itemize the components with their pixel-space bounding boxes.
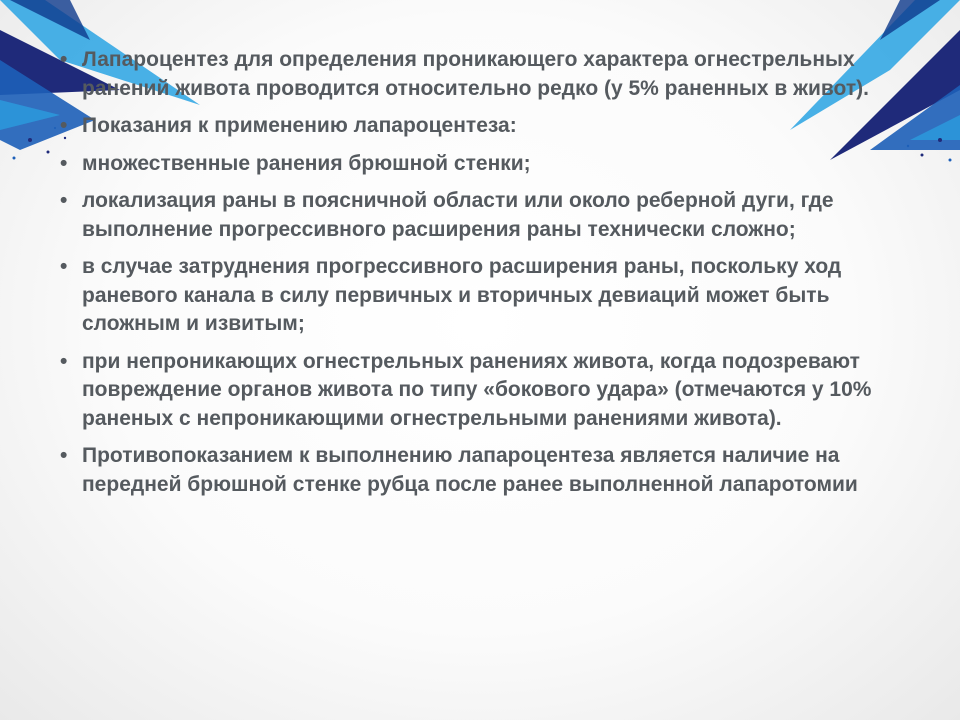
bullet-text: Противопоказанием к выполнению лапароцентеза является наличие на передней брюшной стенке рубца после ранее выполненной лапаротомии xyxy=(82,444,858,496)
bullet-item xyxy=(58,348,878,434)
bullet-text: Показания к применению лапароцентеза: xyxy=(82,114,517,137)
bullet-item xyxy=(58,253,878,339)
bullet-text: Лапароцентез для определения проникающего характера огнестрельных ранений живота проводится относительно редко (у 5% раненных в живот). xyxy=(82,48,869,100)
bullet-marker: • xyxy=(60,255,68,278)
bullet-text: при непроникающих огнестрельных ранениях живота, когда подозревают повреждение органов живота по типу «бокового удара» (отмечаются у 10% раненых с непроникающими огнестрельными ранениями живота). xyxy=(82,349,872,430)
bullet-list xyxy=(58,46,878,499)
bullet-marker: • xyxy=(60,151,68,175)
bullet-text: локализация раны в поясничной области или около реберной дуги, где выполнение прогрессивного расширения раны технически сложно; xyxy=(82,189,834,241)
bullet-marker: • xyxy=(60,349,68,373)
bullet-item xyxy=(58,187,878,244)
bullet-item xyxy=(58,112,878,141)
bullet-marker: • xyxy=(60,189,68,212)
bullet-text: в случае затруднения прогрессивного расширения раны, поскольку ход раневого канала в силу первичных и вторичных девиаций может быть сложным и извитым; xyxy=(82,255,842,335)
bullet-item xyxy=(58,150,878,179)
slide-content xyxy=(58,46,878,508)
bullet-text: множественные ранения брюшной стенки; xyxy=(82,151,531,175)
bullet-marker: • xyxy=(60,444,68,467)
bullet-marker: • xyxy=(60,48,68,71)
bullet-marker: • xyxy=(60,114,68,137)
bullet-item xyxy=(58,46,878,103)
bullet-item xyxy=(58,442,878,499)
